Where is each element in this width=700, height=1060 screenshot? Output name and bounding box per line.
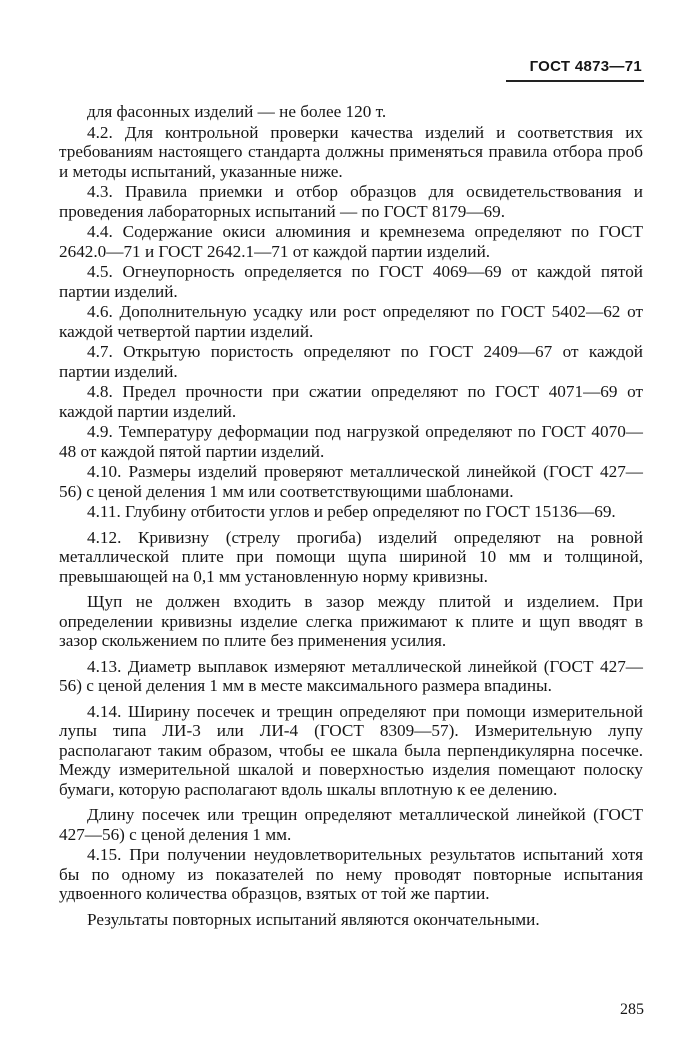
paragraph: 4.9. Температуру деформации под нагрузкой определяют по ГОСТ 4070—48 от каждой пятой партии изделий.: [59, 422, 643, 461]
paragraph: Длину посечек или трещин определяют металлической линейкой (ГОСТ 427—56) с ценой деления 1 мм.: [59, 805, 643, 844]
paragraph: 4.12. Кривизну (стрелу прогиба) изделий определяют на ровной металлической плите при помощи щупа шириной 10 мм и толщиной, превышающей на 0,1 мм установленную норму кривизны.: [59, 527, 643, 586]
paragraph: 4.6. Дополнительную усадку или рост определяют по ГОСТ 5402—62 от каждой четвертой партии изделий.: [59, 302, 643, 341]
paragraph: 4.2. Для контрольной проверки качества изделий и соответствия их требованиям настоящего стандарта должны применяться правила отбора проб и методы испытаний, указанные ниже.: [59, 122, 643, 181]
paragraph: 4.13. Диаметр выплавок измеряют металлической линейкой (ГОСТ 427—56) с ценой деления 1 мм в месте максимального размера впадины.: [59, 656, 643, 695]
paragraph: 4.10. Размеры изделий проверяют металлической линейкой (ГОСТ 427—56) с ценой деления 1 мм или соответствующими шаблонами.: [59, 462, 643, 501]
page-number: 285: [620, 1001, 644, 1018]
paragraph: для фасонных изделий — не более 120 т.: [87, 102, 387, 121]
paragraph: 4.15. При получении неудовлетворительных результатов испытаний хотя бы по одному из показателей по нему проводят повторные испытания удвоенного количества образцов, взятых от той же партии.: [59, 845, 643, 903]
paragraph: 4.8. Предел прочности при сжатии определяют по ГОСТ 4071—69 от каждой партии изделий.: [59, 382, 643, 421]
paragraph: Щуп не должен входить в зазор между плитой и изделием. При определении кривизны изделие слегка прижимают к плите и щуп вводят в зазор скольжением по плите без применения усилия.: [59, 592, 643, 650]
paragraph: 4.14. Ширину посечек и трещин определяют при помощи измерительной лупы типа ЛИ-3 или ЛИ-4 (ГОСТ 8309—57). Измерительную лупу располагают таким образом, чтобы ее шкала была перпендикулярна посечке. Между измерительной шкалой и поверхностью изделия помещают полоску бумаги, которую располагают вдоль шкалы вплотную к ее делению.: [59, 701, 643, 799]
paragraph: Результаты повторных испытаний являются окончательными.: [87, 909, 540, 929]
paragraph: 4.7. Открытую пористость определяют по ГОСТ 2409—67 от каждой партии изделий.: [59, 342, 643, 381]
document-code: ГОСТ 4873—71: [529, 58, 642, 75]
header-rule: [506, 80, 644, 82]
paragraph: 4.5. Огнеупорность определяется по ГОСТ 4069—69 от каждой пятой партии изделий.: [59, 262, 643, 301]
paragraph: 4.11. Глубину отбитости углов и ребер определяют по ГОСТ 15136—69.: [87, 502, 616, 521]
paragraph: 4.3. Правила приемки и отбор образцов для освидетельствования и проведения лабораторных испытаний — по ГОСТ 8179—69.: [59, 182, 643, 221]
paragraph: 4.4. Содержание окиси алюминия и кремнезема определяют по ГОСТ 2642.0—71 и ГОСТ 2642.1—71 от каждой партии изделий.: [59, 222, 643, 261]
document-body: [59, 102, 643, 930]
